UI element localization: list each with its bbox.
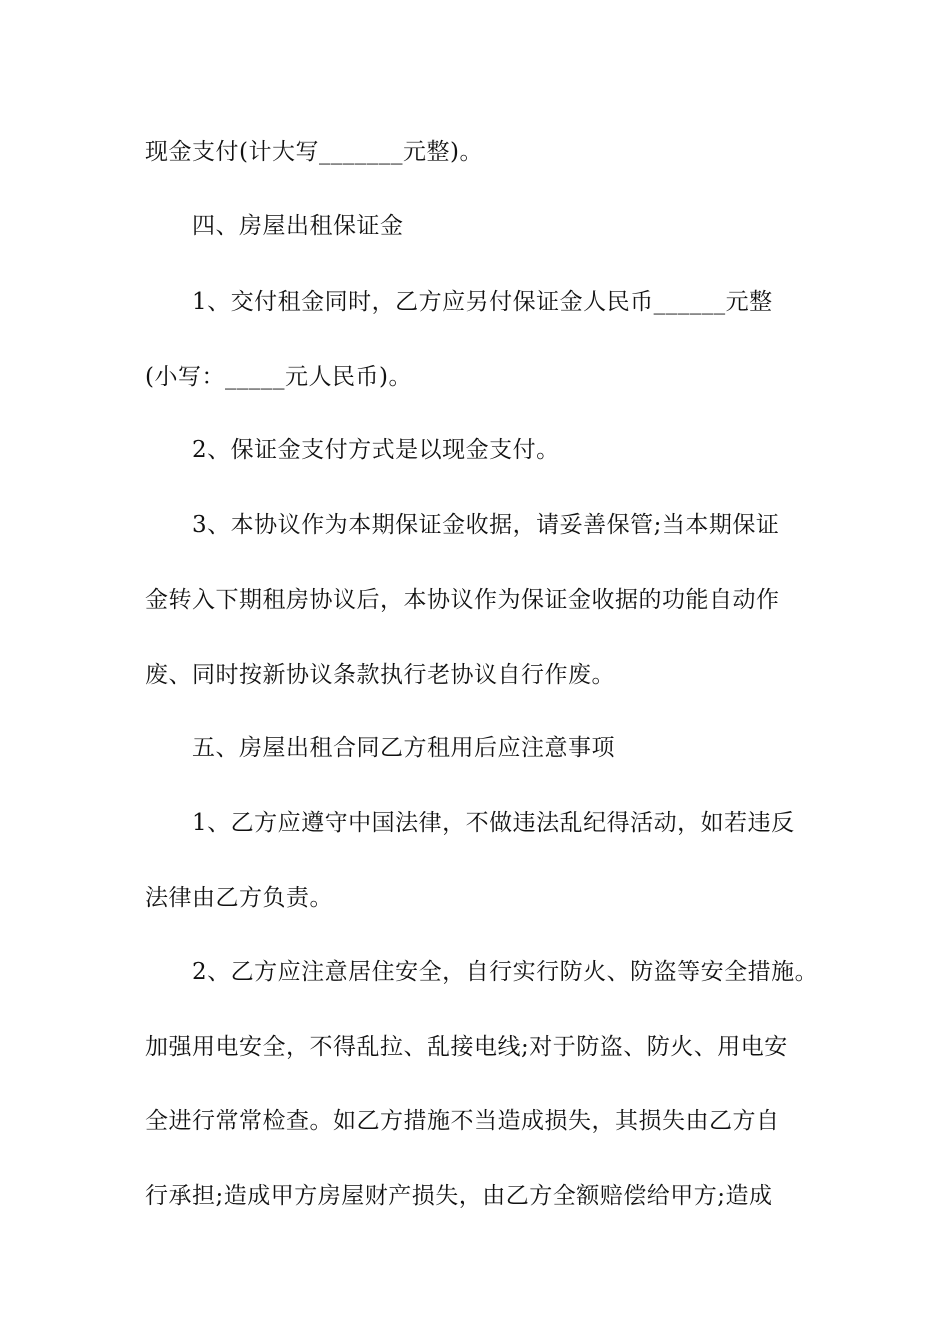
text-line-3: 1、交付租金同时，乙方应另付保证金人民币______元整 [192, 289, 773, 315]
text-line-1: 现金支付(计大写_______元整)。 [145, 139, 483, 165]
text-line-11: 法律由乙方负责。 [145, 885, 333, 911]
text-line-10: 1、乙方应遵守中国法律，不做违法乱纪得活动，如若违反 [192, 810, 795, 836]
text-line-15: 行承担;造成甲方房屋财产损失，由乙方全额赔偿给甲方;造成 [145, 1183, 773, 1209]
text-line-4: (小写：_____元人民币)。 [145, 364, 412, 390]
section-heading-5: 五、房屋出租合同乙方租用后应注意事项 [192, 735, 615, 761]
text-line-5: 2、保证金支付方式是以现金支付。 [192, 437, 560, 463]
section-heading-4: 四、房屋出租保证金 [192, 213, 404, 239]
text-line-14: 全进行常常检查。如乙方措施不当造成损失，其损失由乙方自 [145, 1108, 780, 1134]
text-line-12: 2、乙方应注意居住安全，自行实行防火、防盗等安全措施。 [192, 959, 819, 985]
text-line-8: 废、同时按新协议条款执行老协议自行作废。 [145, 662, 615, 688]
text-line-6: 3、本协议作为本期保证金收据，请妥善保管;当本期保证 [192, 512, 780, 538]
text-line-7: 金转入下期租房协议后，本协议作为保证金收据的功能自动作 [145, 587, 780, 613]
text-line-13: 加强用电安全，不得乱拉、乱接电线;对于防盗、防火、用电安 [145, 1034, 788, 1060]
